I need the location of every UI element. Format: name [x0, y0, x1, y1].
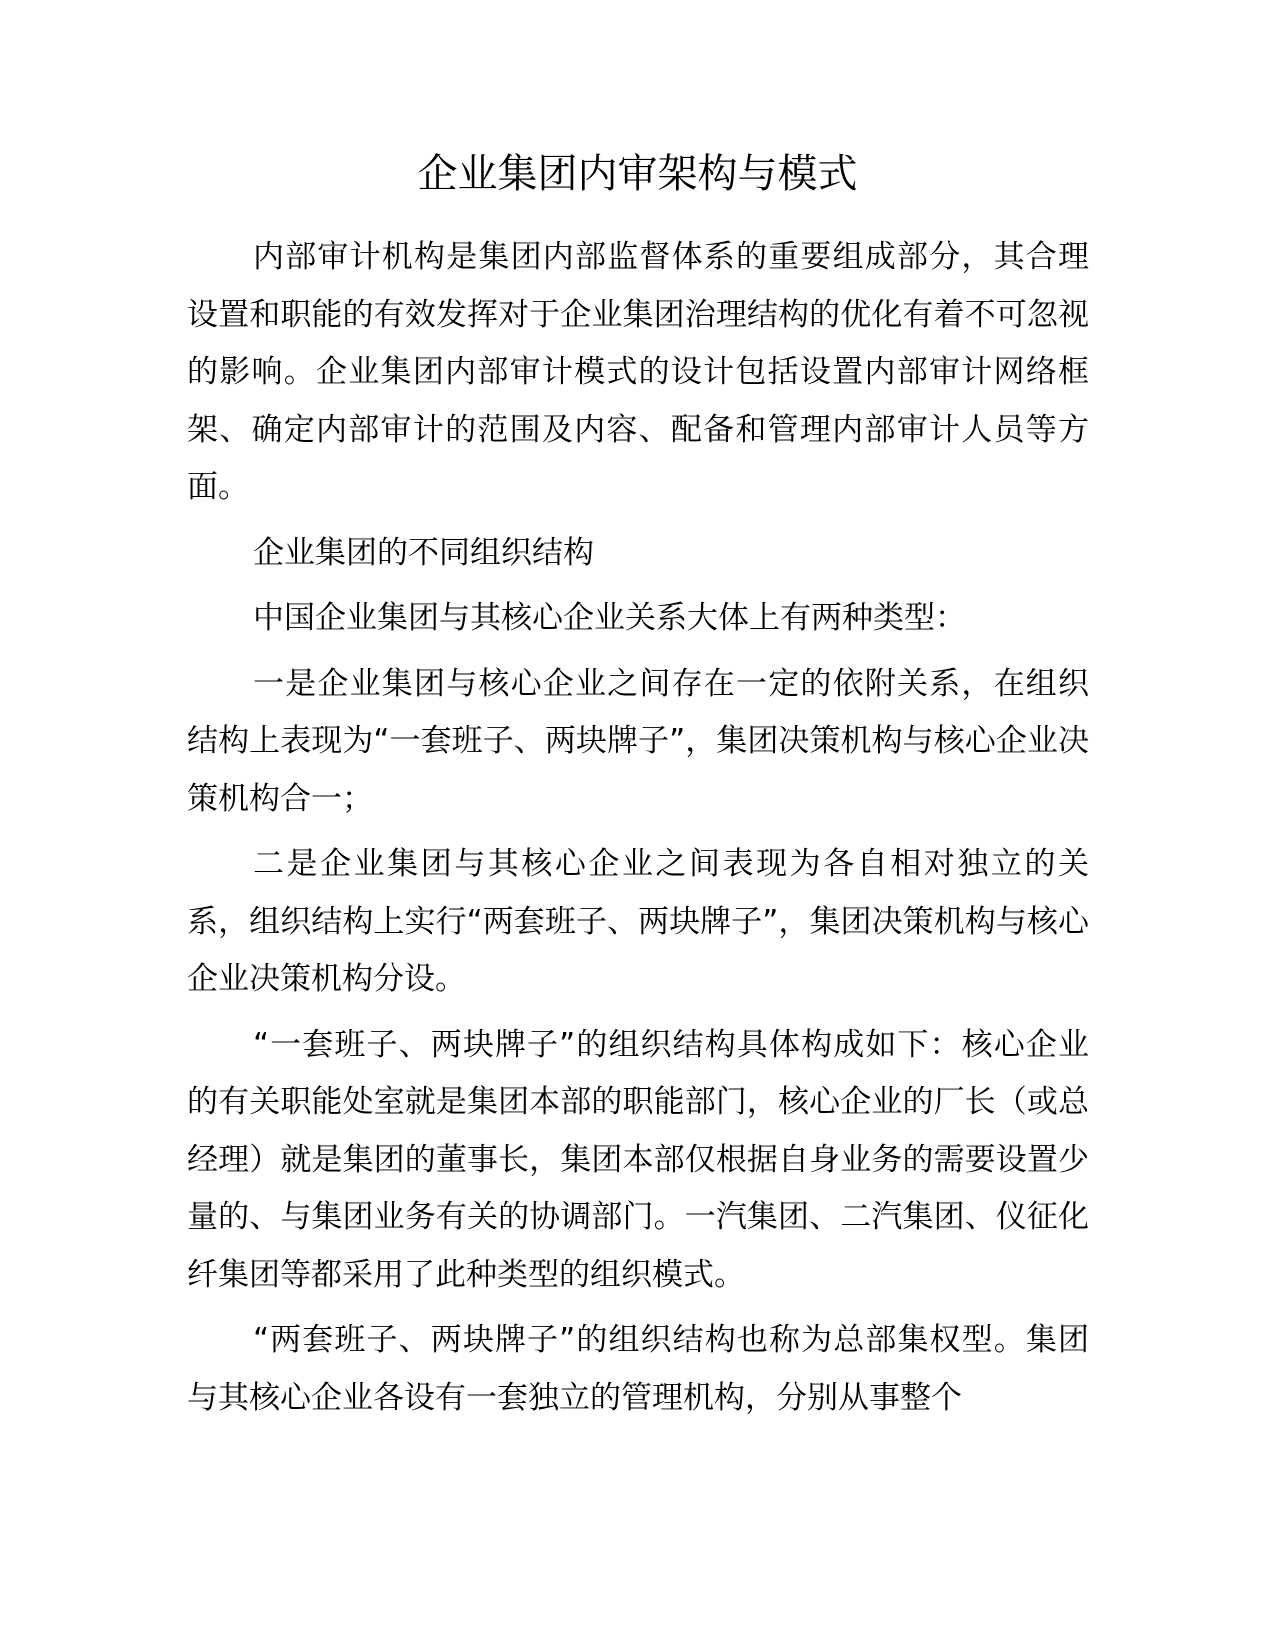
paragraph-one-team-structure: “一套班子、两块牌子”的组织结构具体构成如下：核心企业的有关职能处室就是集团本部的职能部门，核心企业的厂长（或总经理）就是集团的董事长，集团本部仅根据自身业务的需要设置少量的、与集团业务有关的协调部门。一汽集团、二汽集团、仪征化纤集团等都采用了此种类型的组织模式。	[187, 1026, 1089, 1293]
paragraph-type-two: 二是企业集团与其核心企业之间表现为各自相对独立的关系，组织结构上实行“两套班子、两块牌子”，集团决策机构与核心企业决策机构分设。	[187, 846, 1089, 997]
paragraph-type-one: 一是企业集团与核心企业之间存在一定的依附关系，在组织结构上表现为“一套班子、两块牌子”，集团决策机构与核心企业决策机构合一；	[187, 665, 1089, 817]
paragraph-intro: 内部审计机构是集团内部监督体系的重要组成部分，其合理设置和职能的有效发挥对于企业集团治理结构的优化有着不可忽视的影响。企业集团内部审计模式的设计包括设置内部审计网络框架、确定内部审计的范围及内容、配备和管理内部审计人员等方面。	[187, 239, 1089, 505]
section-heading: 企业集团的不同组织结构	[253, 534, 594, 571]
paragraph-two-teams-structure: “两套班子、两块牌子”的组织结构也称为总部集权型。集团与其核心企业各设有一套独立的管理机构，分别从事整个	[187, 1322, 1089, 1416]
paragraph-types-intro: 中国企业集团与其核心企业关系大体上有两种类型：	[253, 600, 966, 636]
document-title: 企业集团内审架构与模式	[417, 151, 858, 197]
document-body	[187, 229, 1089, 1435]
